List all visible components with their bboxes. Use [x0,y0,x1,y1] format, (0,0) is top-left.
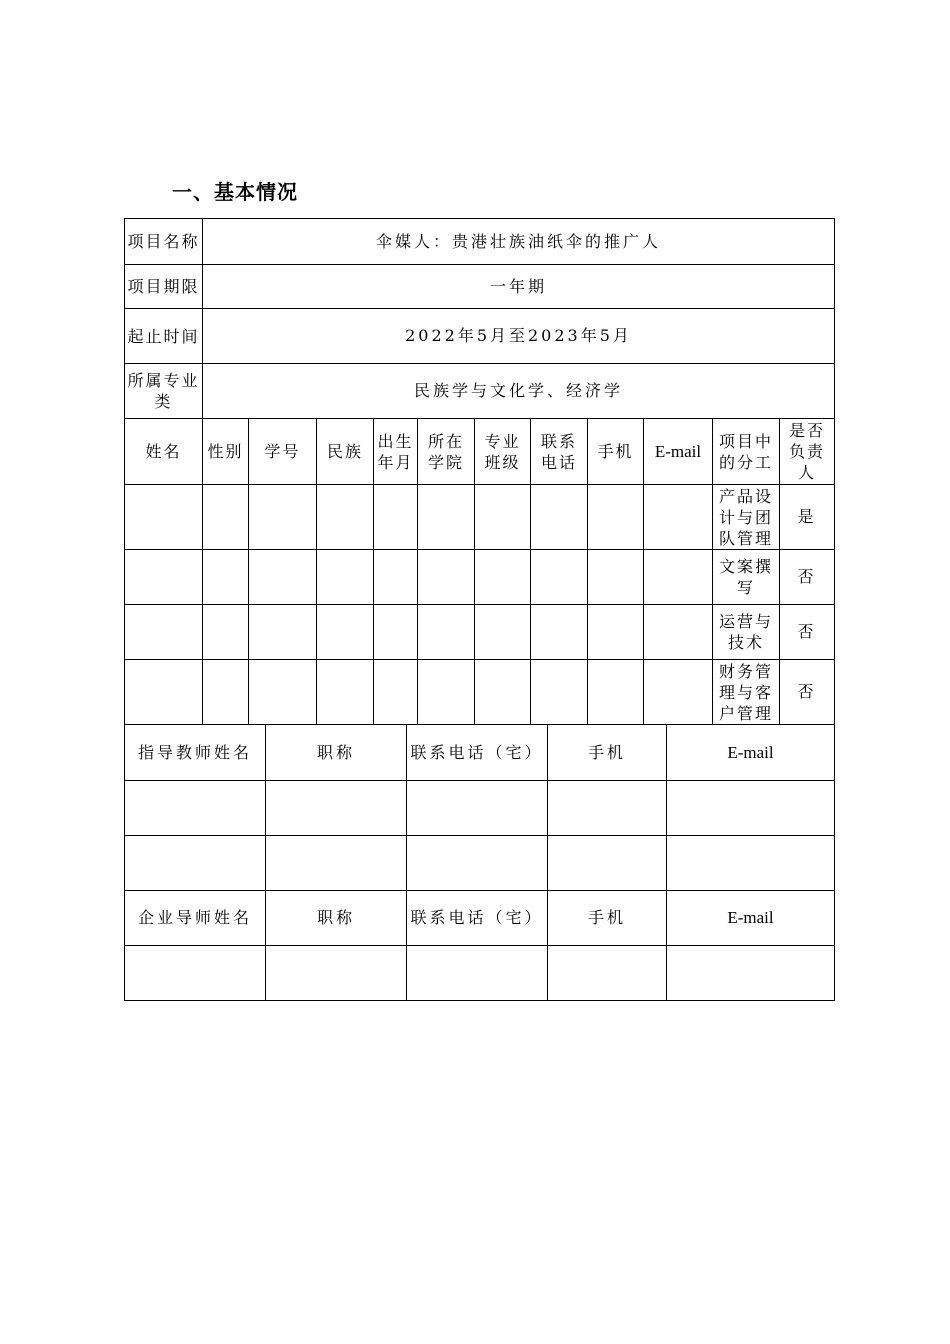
member-header-cell: 出生年月 [377,431,414,472]
member-header-cell: 性别 [207,442,244,461]
member-header-cell: 项目中的分工 [718,431,773,472]
member-empty-cell [588,605,643,659]
enterprise-header-cell: 职称 [316,908,355,927]
teacher-empty-cell [125,836,265,890]
member-empty-cell [644,605,712,659]
member-empty-cell [125,485,202,549]
table-rule-vertical [547,724,548,1001]
table-rule-horizontal [124,604,835,605]
table-rule-horizontal [124,835,835,836]
enterprise-empty-cell [125,946,265,1000]
member-empty-cell [374,605,417,659]
member-empty-cell [317,550,373,604]
member-empty-cell [531,485,587,549]
member-empty-cell [203,550,248,604]
table-rule-horizontal [124,484,835,485]
table-rule-vertical [474,418,475,725]
table-rule-vertical [265,724,266,1001]
member-header-cell: 联系电话 [540,431,577,472]
teacher-empty-cell [266,836,406,890]
member-empty-cell [374,485,417,549]
member-role-cell: 产品设计与团队管理 [718,486,773,548]
member-empty-cell [475,605,530,659]
table-rule-vertical [202,418,203,725]
table-rule-vertical [643,418,644,725]
enterprise-empty-cell [407,946,547,1000]
teacher-empty-cell [125,781,265,835]
member-empty-cell [531,660,587,724]
member-leader-cell: 是 [797,507,817,526]
member-header-cell: 是否负责人 [788,421,825,482]
member-leader-cell: 否 [797,622,817,641]
teacher-empty-cell [266,781,406,835]
member-role-cell: 财务管理与客户管理 [718,661,773,723]
member-empty-cell [588,660,643,724]
table-rule-vertical [587,418,588,725]
member-empty-cell [644,660,712,724]
teacher-header-cell: 联系电话（宅） [410,742,544,762]
table-rule-vertical [712,418,713,725]
member-empty-cell [418,605,474,659]
member-empty-cell [317,660,373,724]
enterprise-header-cell: 手机 [587,908,626,927]
member-header-cell: 民族 [326,442,363,461]
member-header-cell: 学号 [264,442,301,461]
table-rule-vertical [530,418,531,725]
member-empty-cell [249,485,316,549]
info-label: 起止时间 [127,326,200,346]
member-leader-cell: 否 [797,682,817,701]
info-value: 一年期 [489,276,547,296]
member-empty-cell [249,660,316,724]
table-rule-horizontal [124,264,835,265]
table-rule-horizontal [124,218,835,219]
member-empty-cell [125,660,202,724]
teacher-empty-cell [667,781,834,835]
member-empty-cell [125,605,202,659]
table-rule-vertical [834,218,835,1001]
info-value: 2022年5月至2023年5月 [405,326,632,345]
table-rule-horizontal [124,724,835,725]
member-empty-cell [249,605,316,659]
member-role-cell: 运营与技术 [718,612,773,652]
teacher-empty-cell [407,781,547,835]
teacher-header-cell: 职称 [316,742,355,762]
table-rule-vertical [779,418,780,725]
member-empty-cell [475,550,530,604]
member-leader-cell: 否 [797,567,817,586]
member-header-cell: E-mail [654,442,702,461]
member-empty-cell [374,660,417,724]
enterprise-header-cell: 联系电话（宅） [410,908,544,927]
table-rule-vertical [316,418,317,725]
member-empty-cell [475,660,530,724]
member-empty-cell [125,550,202,604]
table-rule-vertical [417,418,418,725]
info-label: 项目名称 [127,232,200,251]
table-rule-vertical [202,218,203,419]
member-empty-cell [418,485,474,549]
teacher-empty-cell [407,836,547,890]
info-label: 项目期限 [127,277,200,296]
member-empty-cell [644,550,712,604]
member-empty-cell [249,550,316,604]
member-empty-cell [418,550,474,604]
member-header-cell: 手机 [597,442,634,461]
table-rule-vertical [406,724,407,1001]
teacher-header-cell: 手机 [587,742,626,762]
member-empty-cell [374,550,417,604]
member-empty-cell [588,485,643,549]
member-header-cell: 专业班级 [484,431,521,472]
table-rule-horizontal [124,363,835,364]
member-empty-cell [588,550,643,604]
member-empty-cell [475,485,530,549]
table-rule-horizontal [124,780,835,781]
table-rule-horizontal [124,308,835,309]
teacher-empty-cell [548,836,666,890]
member-empty-cell [317,485,373,549]
teacher-header-cell: E-mail [727,742,774,762]
member-empty-cell [203,660,248,724]
table-rule-horizontal [124,418,835,419]
info-label: 所属专业类 [127,371,200,411]
teacher-header-cell: 指导教师姓名 [137,742,252,762]
table-rule-vertical [666,724,667,1001]
table-rule-vertical [248,418,249,725]
table-rule-horizontal [124,659,835,660]
member-empty-cell [317,605,373,659]
table-rule-horizontal [124,945,835,946]
member-empty-cell [644,485,712,549]
teacher-empty-cell [548,781,666,835]
enterprise-header-cell: E-mail [727,908,774,927]
teacher-empty-cell [667,836,834,890]
table-rule-horizontal [124,890,835,891]
enterprise-empty-cell [266,946,406,1000]
member-empty-cell [203,485,248,549]
enterprise-empty-cell [548,946,666,1000]
member-empty-cell [531,550,587,604]
table-rule-vertical [124,218,125,1001]
member-header-cell: 所在学院 [427,431,464,472]
enterprise-empty-cell [667,946,834,1000]
info-value: 伞媒人：贵港壮族油纸伞的推广人 [375,231,661,251]
section-heading: 一、基本情况 [172,180,298,204]
table-rule-horizontal [124,549,835,550]
member-empty-cell [203,605,248,659]
table-rule-horizontal [124,1000,835,1001]
member-empty-cell [418,660,474,724]
table-rule-vertical [373,418,374,725]
enterprise-header-cell: 企业导师姓名 [137,908,252,927]
member-header-cell: 姓名 [145,442,182,461]
info-value: 民族学与文化学、经济学 [413,381,623,400]
member-role-cell: 文案撰写 [718,557,773,597]
member-empty-cell [531,605,587,659]
